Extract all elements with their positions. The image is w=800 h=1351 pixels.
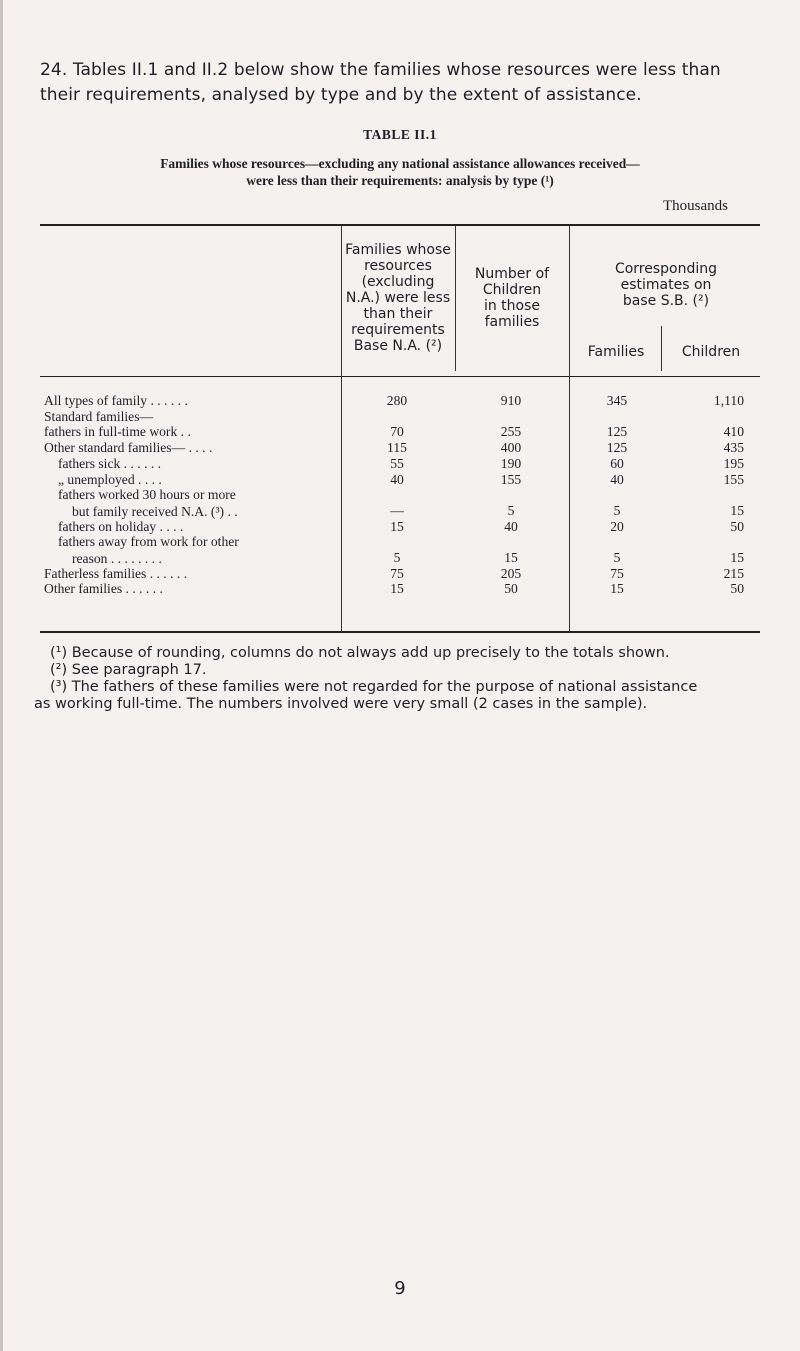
- header-families-base-na-line: Base N.A. (²): [353, 338, 443, 354]
- footnote: (³) The fathers of these families were not regarded for the purpose of national assistance: [50, 679, 698, 695]
- table-bottom-rule: [40, 631, 760, 633]
- header-number-of-children-line: in those: [483, 298, 541, 314]
- footnote-continuation: as working full-time. The numbers involved were very small (2 cases in the sample).: [34, 696, 648, 712]
- cell-children-sb: 1,110: [713, 393, 744, 408]
- header-families-base-na-line: N.A.) were less: [345, 290, 451, 306]
- header-bottom-rule: [40, 376, 760, 377]
- cell-families-na: —: [390, 502, 404, 518]
- header-group-sb-line: Corresponding: [614, 261, 718, 277]
- cell-families-na: 55: [390, 455, 404, 471]
- cell-families-na: 40: [390, 471, 404, 487]
- page-number: 9: [394, 1278, 406, 1299]
- row-label-line: fathers sick . . . . . .: [58, 455, 162, 471]
- cell-children-na: 190: [500, 455, 522, 471]
- header-number-of-children-line: Number of: [474, 266, 550, 282]
- footnote: (²) See paragraph 17.: [50, 662, 207, 678]
- header-families-base-na-line: Families whose: [345, 242, 451, 258]
- cell-children-sb: 195: [723, 455, 744, 471]
- table-caption-line: were less than their requirements: analysis by type (¹): [246, 173, 554, 188]
- row-label-line: Other standard families— . . . .: [44, 440, 213, 456]
- cell-families-na: 75: [390, 565, 404, 581]
- cell-families-sb: 60: [610, 455, 624, 471]
- cell-children-na: 155: [500, 471, 522, 487]
- row-label: [58, 533, 239, 567]
- table-top-rule: [40, 224, 760, 226]
- row-label-line: Fatherless families . . . . . .: [44, 565, 188, 581]
- row-label: [44, 439, 212, 456]
- row-label: [44, 408, 153, 425]
- cell-children-na: 255: [500, 424, 522, 440]
- header-children-sb: Children: [681, 344, 741, 360]
- cell-families-na: 70: [390, 424, 404, 440]
- row-label-line: but family received N.A. (³) . .: [72, 504, 238, 520]
- header-families-base-na-line: than their: [363, 306, 433, 322]
- row-label: [44, 423, 191, 440]
- cell-families-sb: 345: [606, 393, 628, 408]
- row-label: [58, 455, 161, 472]
- cell-children-na: 910: [500, 393, 522, 408]
- header-families-base-na-line: (excluding: [361, 274, 435, 290]
- row-label-line: fathers away from work for other: [58, 534, 239, 550]
- row-label: [44, 580, 163, 597]
- cell-children-na: 205: [500, 565, 522, 581]
- cell-children-sb: 50: [730, 518, 744, 534]
- cell-families-na: 280: [386, 393, 408, 408]
- row-label: [44, 565, 187, 582]
- header-group-sb-line: base S.B. (²): [622, 293, 710, 309]
- header-families-sb: Families: [587, 344, 645, 360]
- table-caption-line: Families whose resources—excluding any national assistance allowances received—: [160, 156, 640, 171]
- intro-paragraph: 24. Tables II.1 and II.2 below show the families whose resources were less than their requirements, analysed by type and by the extent of assistance.: [40, 60, 721, 105]
- header-families-base-na-line: resources: [364, 258, 432, 274]
- cell-families-na: 5: [393, 550, 401, 565]
- cell-families-na: 115: [387, 440, 407, 456]
- row-label-line: fathers worked 30 hours or more: [58, 487, 236, 503]
- row-label: [58, 486, 238, 520]
- cell-children-na: 50: [504, 581, 518, 597]
- cell-families-na: 15: [390, 518, 404, 534]
- cell-children-sb: 410: [723, 424, 744, 440]
- footnotes: [34, 645, 764, 713]
- cell-children-sb: 15: [730, 550, 744, 565]
- column-divider: [569, 226, 570, 631]
- row-label-line: All types of family . . . . . .: [44, 393, 188, 408]
- cell-families-sb: 125: [606, 440, 628, 456]
- cell-children-sb: 435: [723, 440, 744, 456]
- row-label-line: fathers on holiday . . . .: [58, 518, 184, 534]
- table-title: TABLE II.1: [363, 127, 437, 142]
- cell-families-sb: 15: [610, 581, 624, 597]
- cell-families-sb: 40: [610, 471, 624, 487]
- cell-families-sb: 75: [610, 565, 624, 581]
- row-label-line: „ unemployed . . . .: [58, 471, 162, 487]
- header-number-of-children-line: families: [484, 314, 540, 330]
- cell-children-na: 400: [500, 440, 522, 456]
- page-edge: [0, 0, 3, 1351]
- row-label-line: fathers in full-time work . .: [44, 424, 191, 440]
- row-label-line: reason . . . . . . . .: [72, 551, 162, 567]
- row-label: [58, 471, 162, 488]
- row-label-line: Other families . . . . . .: [44, 581, 163, 597]
- header-group-sb-line: estimates on: [620, 277, 712, 293]
- table-caption: [0, 155, 800, 189]
- cell-families-na: 15: [390, 581, 404, 597]
- cell-children-na: 40: [504, 518, 518, 534]
- header-group-sb: [572, 261, 760, 309]
- header-number-of-children: [456, 266, 568, 330]
- footnote: (¹) Because of rounding, columns do not always add up precisely to the totals shown.: [50, 645, 670, 661]
- cell-children-sb: 155: [723, 471, 744, 487]
- cell-families-sb: 20: [610, 518, 624, 534]
- header-families-base-na-line: requirements: [351, 322, 445, 338]
- header-families-base-na: [342, 242, 454, 354]
- row-label: [58, 518, 183, 535]
- header-number-of-children-line: Children: [482, 282, 542, 298]
- cell-children-sb: 15: [730, 502, 744, 518]
- units-label: Thousands: [663, 198, 728, 214]
- row-label: [44, 392, 188, 409]
- cell-children-na: 5: [507, 502, 515, 518]
- cell-children-na: 15: [504, 550, 518, 565]
- cell-families-sb: 125: [606, 424, 628, 440]
- cell-families-sb: 5: [613, 550, 621, 565]
- cell-children-sb: 215: [723, 565, 744, 581]
- row-label-line: Standard families—: [44, 408, 154, 424]
- cell-families-sb: 5: [613, 502, 621, 518]
- cell-children-sb: 50: [730, 581, 744, 597]
